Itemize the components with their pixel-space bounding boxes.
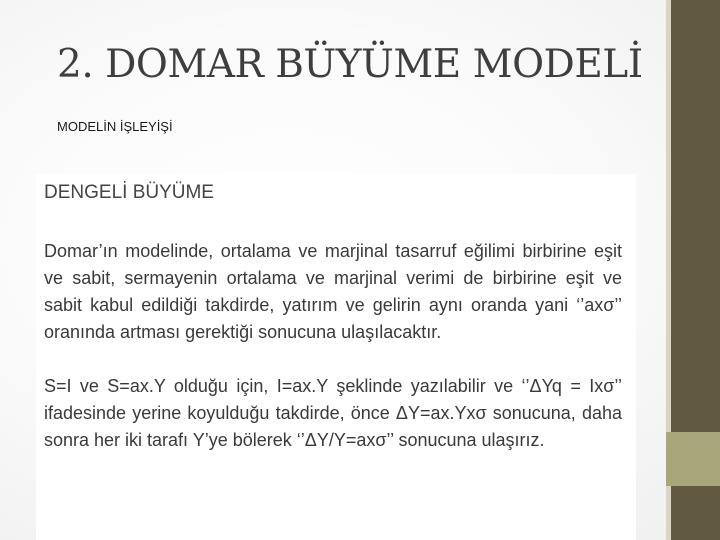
slide-subtitle: MODELİN İŞLEYİŞİ — [57, 119, 173, 134]
section-heading: DENGELİ BÜYÜME — [44, 182, 214, 203]
content-box — [36, 174, 636, 540]
paragraph-balanced-growth: Domar’ın modelinde, ortalama ve marjinal tasarruf eğilimi birbirine eşit ve sabit, sermayenin ortalama ve marjinal verimi de birbirine eşit ve sabit kabul edildiği takdirde, yatırım ve gelirin aynı oranda yani ‘’axσ’’ oranında artması gerektiği sonucuna ulaşılacaktır. — [44, 241, 622, 342]
band-accent-square — [666, 432, 720, 486]
paragraph-derivation: S=I ve S=ax.Y olduğu için, I=ax.Y şeklinde yazılabilir ve ‘’ΔYq = Ixσ’’ ifadesinde yerine koyulduğu takdirde, önce ΔY=ax.Yxσ sonucuna, daha sonra her iki tarafı Y’ye bölerek ‘’ΔY/Y=axσ’’ sonucuna ulaşırız. — [44, 376, 622, 450]
decorative-side-band — [666, 0, 720, 540]
slide-title: 2. DOMAR BÜYÜME MODELİ — [57, 42, 643, 87]
